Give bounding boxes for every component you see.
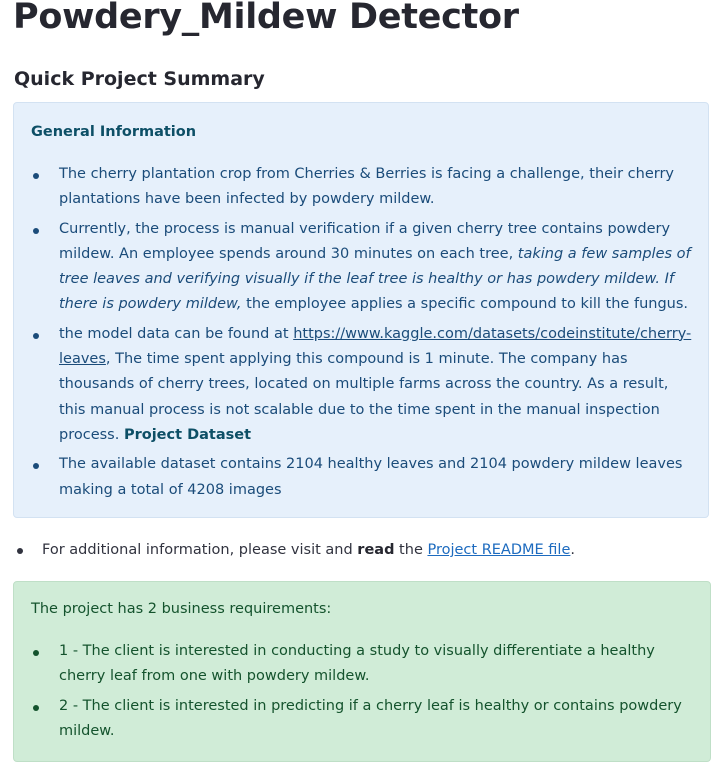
additional-info-bold: read [357,542,395,558]
list-item [30,162,692,213]
additional-info-text: For additional information, please visit and [42,542,358,558]
kaggle-dataset-link[interactable]: https://www.kaggle.com/datasets/codeinstitute/cherry-leaves [59,325,692,368]
list-item-text: the model data can be found at [59,325,294,342]
bullet-icon [33,173,39,179]
requirements-box [13,581,711,762]
requirements-heading: The project has 2 business requirements: [31,601,332,617]
general-info-box [13,102,709,518]
bullet-icon [33,705,39,711]
general-info-list [30,162,692,503]
requirements-list [30,639,694,744]
list-item [30,217,692,318]
list-item-text: The available dataset contains 2104 healthy leaves and 2104 powdery mildew leaves making a total of 4208 images [59,456,683,498]
list-item-text: 1 - The client is interested in conducting a study to visually differentiate a healthy cherry leaf from one with powdery mildew. [59,643,655,685]
bullet-icon [33,228,39,234]
list-item-text: the employee applies a specific compound to kill the fungus. [241,296,689,313]
list-item [30,694,694,745]
additional-info-text: . [570,542,575,558]
list-item-text: The cherry plantation crop from Cherries & Berries is facing a challenge, their cherry plantations have been infected by powdery mildew. [59,166,674,208]
list-item-text: Currently, the process is manual verification if a given cherry tree contains powdery mildew. An employee spends around 30 minutes on each tree, [59,220,671,262]
project-dataset-label: Project Dataset [123,426,252,443]
list-item [30,639,694,690]
list-item-italic-text: taking a few samples of tree leaves and verifying visually if the leaf tree is healthy or has powdery mildew. If there is powdery mildew, [59,245,691,313]
list-item [30,322,692,448]
section-subtitle: Quick Project Summary [14,68,265,90]
bullet-icon [33,650,39,656]
list-item-text: , The time spent applying this compound is 1 minute. The company has thousands of cherry trees, located on multiple farms across the country. As a result, this manual process is not scalable due to the time spent in the manual inspection process. [59,351,669,443]
additional-info-line [13,538,709,562]
additional-info-text: the [394,542,428,558]
general-info-heading: General Information [31,124,197,140]
bullet-icon [33,333,39,339]
bullet-icon [17,548,23,554]
list-item-text: 2 - The client is interested in predicting if a cherry leaf is healthy or contains powdery mildew. [59,697,682,739]
readme-link[interactable]: Project README file [427,542,571,558]
list-item [30,452,692,503]
bullet-icon [33,463,39,469]
page-title: Powdery_Mildew Detector [13,0,519,37]
